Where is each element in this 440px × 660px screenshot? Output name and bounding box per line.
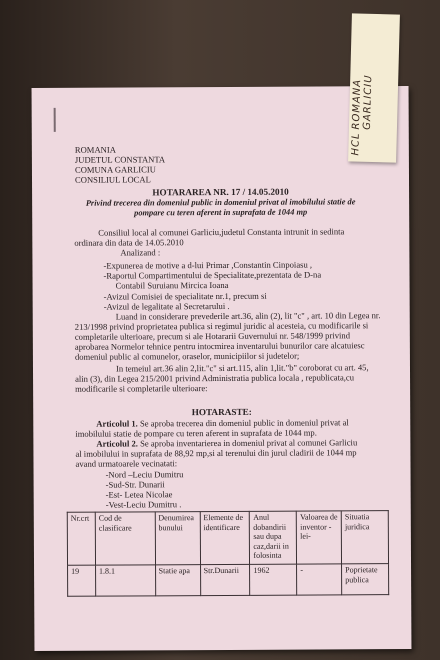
neighbor-west: -Vest-Leciu Dumitru . [105,499,182,510]
header-council: CONSILIUL LOCAL [74,174,151,185]
neighbor-north: -Nord –Leciu Dumitru [105,469,184,480]
article-2-text: Se aproba inventarierea in domeniul privat al comunei Garliciu [137,437,358,449]
article-2-line2: al imobilului in suprafata de 88,92 mp,si al terenului din jurul cladirii de 1044 mp [75,447,357,459]
table-header-cell: Valoarea de inventor -lei- [297,511,342,564]
body-line: -Expunerea de motive a d-lui Primar ,Constantin Cinpoiasu , [103,259,313,271]
table-cell: 1962 [250,564,297,595]
article-2-label: Articolul 2. [96,438,138,449]
table-cell: 1.8.1 [95,565,155,596]
document-page [32,86,412,651]
decision-subtitle-line2: pompare cu teren aferent in suprafata de 1044 mp [134,207,308,218]
header-commune: COMUNA GARLICIU [74,164,156,175]
body-line: alin (3), din Legea 215/2001 privind Administratia publica locala , republicata,cu [75,372,355,384]
body-line: ordinara din data de 14.05.2010 [74,237,184,248]
neighbor-east: -Est- Letea Nicolae [105,489,173,500]
table-cell: Statie apa [155,565,200,596]
body-line: completarile ulterioare, precum si ale Hotararii Guvernului nr. 548/1999 privind [74,330,351,342]
body-line: -Avizul de legalitate al Secretarului . [103,300,230,312]
body-line: modificarile si completarile ulterioare: [75,383,208,394]
sticky-note [348,13,400,162]
table-header-cell: Anul dobandirii sau dupa caz,darii in folosinta [250,511,297,564]
table-header-cell: Nr.crt [67,512,95,565]
body-line: 213/1998 privind proprietatea publica si regimul juridic al acesteia, cu modificarile si [74,320,369,332]
article-1-text: Se aproba trecerea din domeniul public in domeniul privat al [137,417,349,429]
table-cell: - [297,564,342,595]
sticky-note-handwriting [350,19,398,156]
table-cell: 19 [68,565,96,596]
table-cell: Poprietate publica [342,564,389,595]
sticky-note-line1: HCL [350,132,362,156]
article-1-label: Articolul 1. [96,418,138,429]
body-line: aprobarea Normelor tehnice pentru intocmirea inventarului bunurilor care alcatuiesc [74,340,365,352]
table-row [68,564,389,597]
article-2-line3: avand urmatoarele vecinatati: [75,458,178,469]
table-cell: Str.Dunarii [200,564,250,595]
table-header-row [67,511,388,566]
body-line: Luand in considerare prevederile art.36, alin (2), lit "c" , art. 10 din Legea nr. [115,310,381,322]
body-line: In temeiul art.36 alin 2,lit."c" si art.115, alin 1,lit."b" coroborat cu art. 45, [115,362,369,374]
table-header-cell: Elemente de identificare [200,511,250,564]
article-1-line2: imobilului statie de pompare cu teren aferent in suprafata de 1044 mp. [75,427,317,439]
body-line: Analizand : [120,247,161,258]
body-line: Contabil Suruianu Mircica Ioana [115,279,229,291]
header-county: JUDETUL CONSTANTA [74,154,166,165]
header-country: ROMANIA [74,144,116,155]
table-header-cell: Cod de clasificare [95,512,155,565]
decision-title: HOTARAREA NR. 17 / 14.05.2010 [152,186,289,198]
body-line: domeniul public al comunelor, oraselor, municipiilor si judetelor; [74,350,300,362]
decision-subtitle-line1: Privind trecerea din domeniul public in domeniul privat al imobilului statie de [85,197,356,208]
neighbor-south: -Sud-Str. Dunarii [105,479,165,490]
inventory-table [67,510,389,597]
sticky-note-line2: ROMANA GARLICIU [350,74,375,130]
body-line: -Raportul Compartimentului de Specialitate,prezentata de D-na [103,269,322,281]
body-line: Consiliul local al comunei Garliciu,judetul Constanta intrunit in sedinta [98,226,345,238]
hotaraste-heading: HOTARASTE: [191,406,252,418]
table-header-cell: Situatia juridica [341,511,388,564]
margin-mark [54,108,56,132]
body-line: -Avizul Comisiei de specialitate nr.1, precum si [103,290,267,302]
table-header-cell: Denumirea bunului [155,512,200,565]
